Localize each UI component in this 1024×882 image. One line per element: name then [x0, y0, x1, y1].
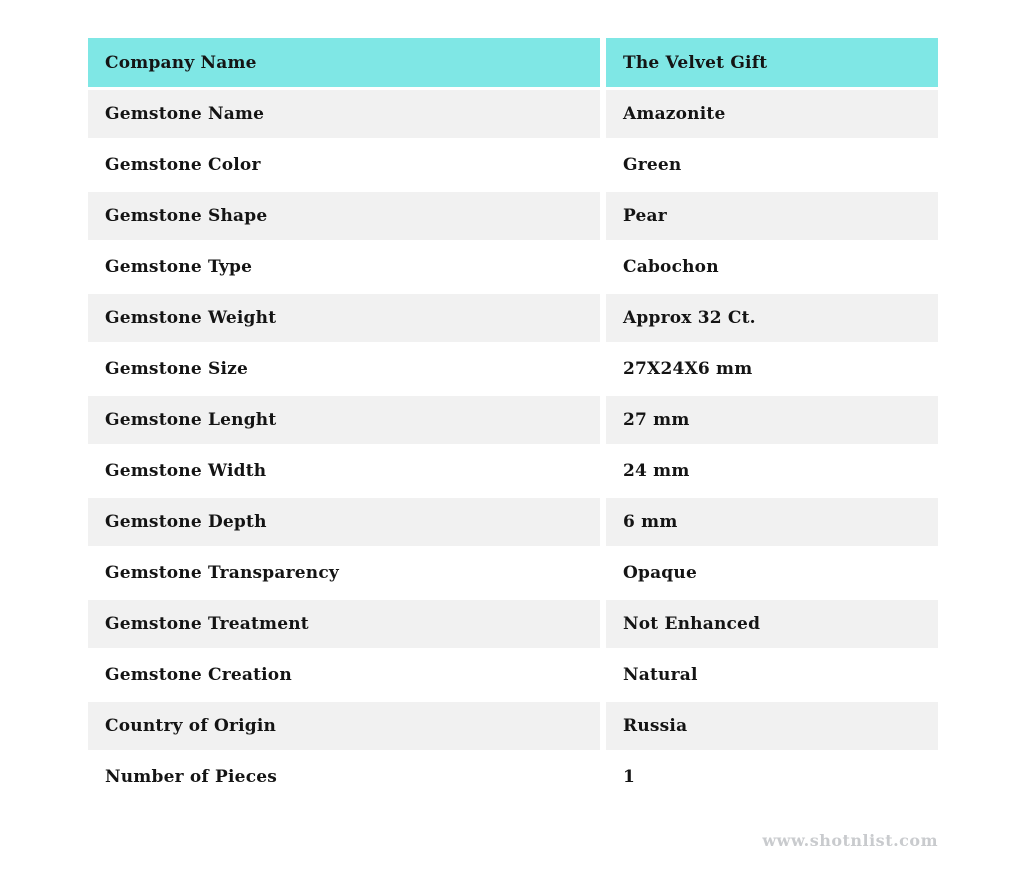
table-row: [88, 243, 938, 291]
row-label: Gemstone Width: [88, 447, 600, 495]
table-row: [88, 600, 938, 648]
row-value: Approx 32 Ct.: [606, 294, 938, 342]
row-value: Green: [606, 141, 938, 189]
row-label: Gemstone Depth: [88, 498, 600, 546]
header-value-cell: The Velvet Gift: [606, 38, 938, 87]
table-row: [88, 498, 938, 546]
row-value: Natural: [606, 651, 938, 699]
row-value: Pear: [606, 192, 938, 240]
table-row: [88, 90, 938, 138]
row-label: Gemstone Type: [88, 243, 600, 291]
row-label: Gemstone Weight: [88, 294, 600, 342]
row-label: Gemstone Creation: [88, 651, 600, 699]
table-row: [88, 753, 938, 801]
table-row: [88, 651, 938, 699]
table-row: [88, 702, 938, 750]
row-label: Gemstone Transparency: [88, 549, 600, 597]
row-value: Cabochon: [606, 243, 938, 291]
row-label: Number of Pieces: [88, 753, 600, 801]
table-row: [88, 549, 938, 597]
row-value: 27 mm: [606, 396, 938, 444]
table-row: [88, 447, 938, 495]
table-header-row: [88, 38, 938, 87]
row-label: Gemstone Size: [88, 345, 600, 393]
row-value: Not Enhanced: [606, 600, 938, 648]
row-value: 27X24X6 mm: [606, 345, 938, 393]
table-body: [88, 90, 938, 801]
row-value: 1: [606, 753, 938, 801]
watermark-text: www.shotnlist.com: [762, 831, 938, 850]
row-value: Amazonite: [606, 90, 938, 138]
row-label: Gemstone Name: [88, 90, 600, 138]
table-row: [88, 294, 938, 342]
row-label: Gemstone Lenght: [88, 396, 600, 444]
row-label: Gemstone Treatment: [88, 600, 600, 648]
table-row: [88, 396, 938, 444]
table-row: [88, 192, 938, 240]
row-value: Russia: [606, 702, 938, 750]
row-value: 24 mm: [606, 447, 938, 495]
row-label: Gemstone Shape: [88, 192, 600, 240]
row-value: Opaque: [606, 549, 938, 597]
header-label-cell: Company Name: [88, 38, 600, 87]
gemstone-spec-table: [88, 38, 938, 804]
table-row: [88, 141, 938, 189]
row-label: Country of Origin: [88, 702, 600, 750]
row-value: 6 mm: [606, 498, 938, 546]
table-row: [88, 345, 938, 393]
row-label: Gemstone Color: [88, 141, 600, 189]
